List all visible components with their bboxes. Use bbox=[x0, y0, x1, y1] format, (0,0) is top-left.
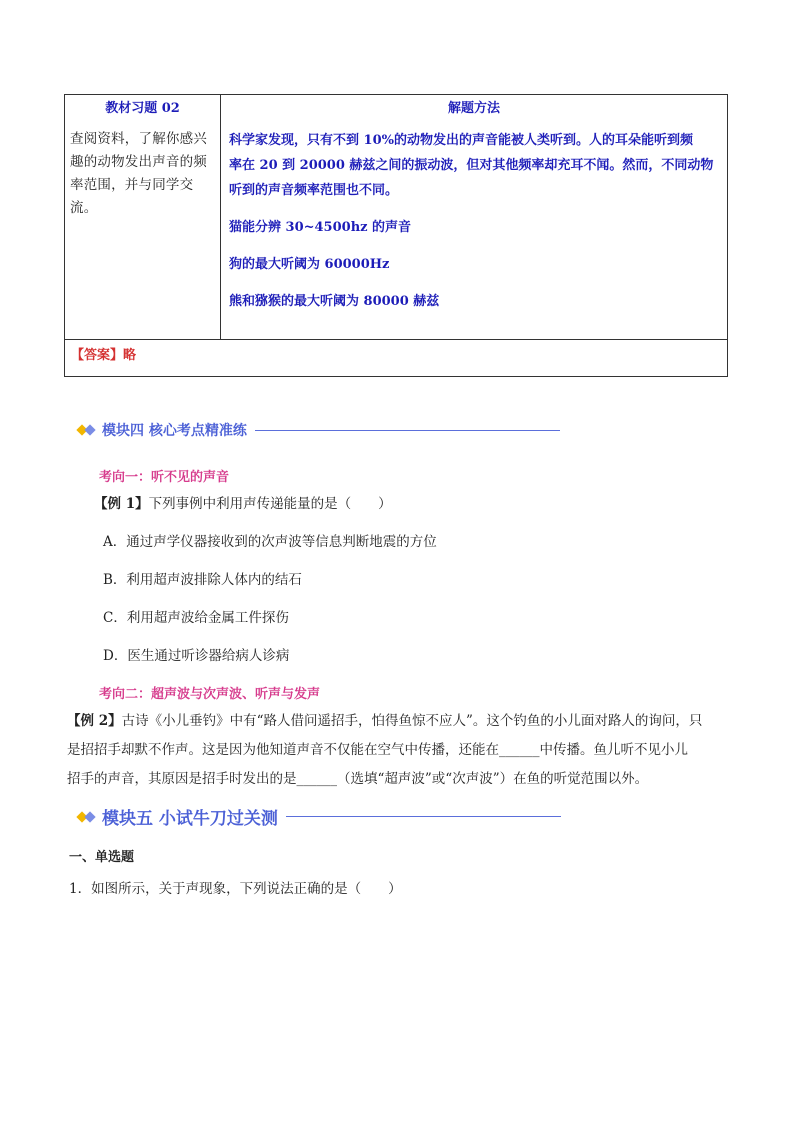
section-single-choice: 一、单选题 bbox=[69, 850, 135, 865]
exercise-question bbox=[70, 128, 220, 220]
solution-line: 科学家发现，只有不到 10%的动物发出的声音能被人类听到。人的耳朵能听到频 bbox=[229, 133, 693, 148]
solution-line: 听到的声音频率范围也不同。 bbox=[229, 183, 399, 198]
topic-one: 考向一：听不见的声音 bbox=[99, 470, 230, 485]
question-line: 趣的动物发出声音的频 bbox=[70, 154, 207, 170]
table-divider-horizontal bbox=[65, 339, 727, 340]
fact-dog: 狗的最大听阈为 60000Hz bbox=[229, 257, 390, 272]
solution-line: 率在 20 到 20000 赫兹之间的振动波，但对其他频率却充耳不闻。然而，不同动物 bbox=[229, 158, 714, 173]
diamond-icon bbox=[76, 810, 98, 824]
example2-line2: 是招招手却默不作声。这是因为他知道声音不仅能在空气中传播，还能在______中传播。鱼儿听不见小儿 bbox=[67, 742, 688, 758]
example1-question bbox=[94, 492, 392, 512]
exercise-table bbox=[64, 94, 728, 377]
option-a: A．通过声学仪器接收到的次声波等信息判断地震的方位 bbox=[103, 534, 437, 550]
option-b: B．利用超声波排除人体内的结石 bbox=[103, 572, 302, 588]
question-1: 1．如图所示，关于声现象，下列说法正确的是（ ） bbox=[69, 881, 402, 897]
example2-label: 【例 2】 bbox=[67, 713, 122, 729]
module4-rule bbox=[255, 430, 560, 431]
module4-title: 模块四 核心考点精准练 bbox=[102, 423, 247, 439]
table-divider-vertical bbox=[220, 95, 221, 339]
example2-line3: 招手的声音，其原因是招手时发出的是______（选填“超声波”或“次声波”）在鱼的听觉范围以外。 bbox=[67, 771, 649, 787]
module5-heading bbox=[76, 804, 561, 829]
table-header-method: 解题方法 bbox=[447, 101, 500, 116]
answer-label: 【答案】略 bbox=[71, 348, 137, 363]
question-line: 率范围，并与同学交流。 bbox=[70, 177, 194, 216]
module4-heading bbox=[76, 420, 560, 440]
example2-text: 古诗《小儿垂钓》中有“路人借问遥招手，怕得鱼惊不应人”。这个钓鱼的小儿面对路人的询问，只 bbox=[121, 713, 703, 729]
module5-rule bbox=[286, 816, 561, 817]
diamond-icon bbox=[76, 423, 98, 437]
topic-two: 考向二：超声波与次声波、听声与发声 bbox=[99, 687, 321, 702]
module5-title: 模块五 小试牛刀过关测 bbox=[102, 809, 278, 829]
solution-text bbox=[229, 128, 729, 314]
option-c: C．利用超声波给金属工件探伤 bbox=[103, 610, 289, 626]
table-header-exercise: 教材习题 02 bbox=[105, 101, 180, 116]
question-line: 查阅资料，了解你感兴 bbox=[70, 131, 207, 147]
example2-line1 bbox=[67, 709, 702, 729]
example1-label: 【例 1】 bbox=[94, 496, 149, 512]
example1-text: 下列事例中利用声传递能量的是（ ） bbox=[148, 496, 392, 512]
option-d: D．医生通过听诊器给病人诊病 bbox=[103, 648, 290, 664]
fact-cat: 猫能分辨 30~4500hz 的声音 bbox=[229, 220, 412, 235]
fact-bear-monkey: 熊和猕猴的最大听阈为 80000 赫兹 bbox=[229, 294, 440, 309]
